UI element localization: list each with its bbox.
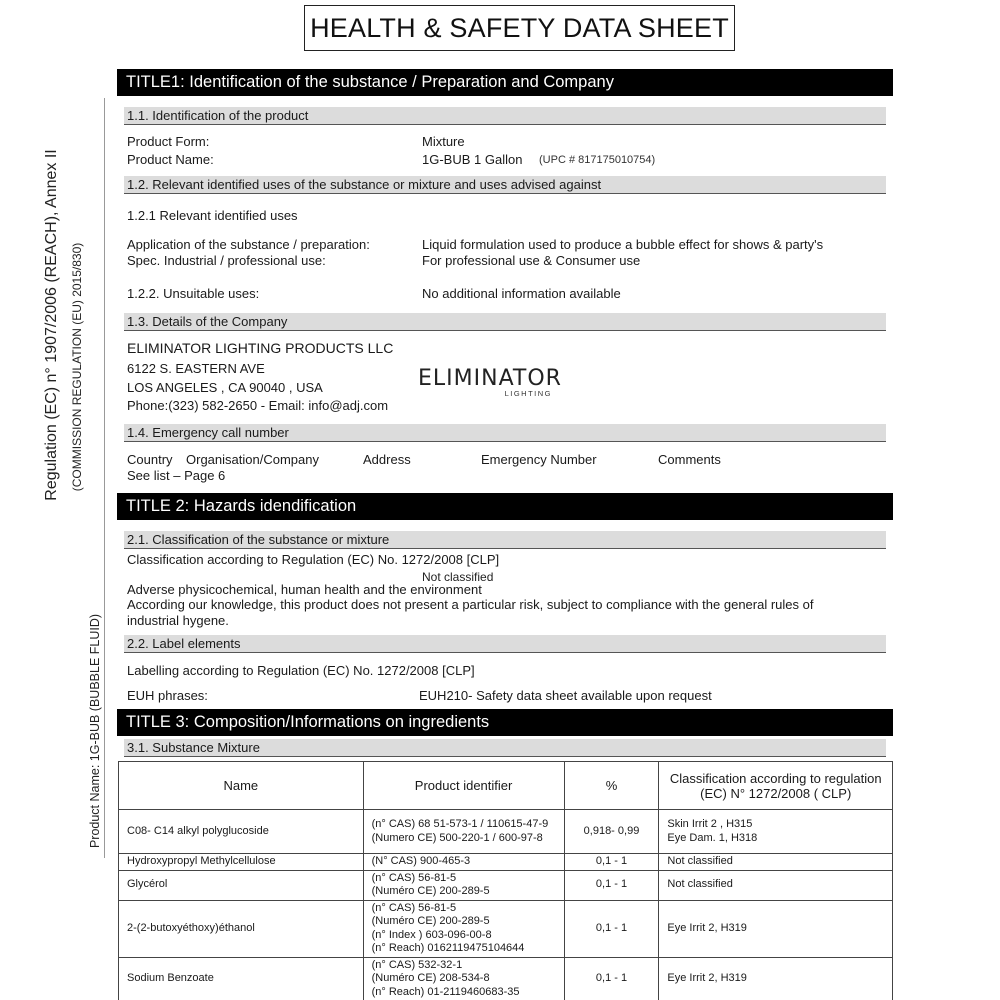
relevant-uses-subheading: 1.2.1 Relevant identified uses	[127, 208, 298, 223]
not-classified-note: Not classified	[422, 570, 494, 584]
eliminator-logo	[418, 366, 562, 398]
product-form-value: Mixture	[422, 134, 465, 149]
section-1-3-heading: 1.3. Details of the Company	[124, 313, 886, 331]
identifier-line: (n° CAS) 56-81-5	[371, 871, 457, 884]
section-2-1-heading: 2.1. Classification of the substance or mixture	[124, 531, 886, 549]
identifier-line: (Numero CE) 500-220-1 / 600-97-8	[371, 831, 543, 844]
sidebar-regulation: Regulation (EC) n° 1907/2006 (REACH), Annex II	[43, 149, 60, 501]
table-row	[119, 854, 893, 871]
col-percent-header: %	[564, 762, 659, 810]
ingredient-classification	[659, 957, 893, 1000]
col-name-header: Name	[119, 762, 364, 810]
unsuitable-uses-value: No additional information available	[422, 286, 621, 301]
emergency-see-list: See list – Page 6	[127, 468, 226, 483]
sidebar-product-name: Product Name: 1G-BUB (BUBBLE FLUID)	[88, 613, 102, 849]
company-name: ELIMINATOR LIGHTING PRODUCTS LLC	[127, 340, 394, 356]
table-row	[119, 810, 893, 854]
ingredient-identifiers	[363, 870, 564, 900]
identifier-line: (n° CAS) 532-32-1	[371, 958, 463, 971]
identifier-line: (N° CAS) 900-465-3	[371, 855, 471, 867]
identifier-line: (n° Index ) 603-096-00-8	[371, 928, 492, 941]
identifier-line: (Numéro CE) 200-289-5	[371, 915, 490, 927]
clp-classification: Classification according to Regulation (EC) No. 1272/2008 [CLP]	[127, 552, 500, 567]
identifier-line: (Numéro CE) 200-289-5	[371, 885, 490, 897]
ingredient-identifiers	[363, 957, 564, 1000]
adverse-effects: Adverse physicochemical, human health and the environment	[127, 582, 482, 597]
emergency-col-organisation: Organisation/Company	[186, 452, 319, 467]
application-value: Liquid formulation used to produce a bubble effect for shows & party's	[422, 237, 824, 252]
section-3-1-heading: 3.1. Substance Mixture	[124, 739, 886, 757]
classification-line: Eye Irrit 2, H319	[667, 921, 747, 934]
title2-heading: TITLE 2: Hazards idendification	[117, 493, 893, 520]
spec-use-label: Spec. Industrial / professional use:	[127, 253, 326, 268]
euh-phrases-label: EUH phrases:	[127, 688, 208, 703]
ingredient-percent: 0,1 - 1	[564, 870, 659, 900]
ingredient-name: Glycérol	[119, 870, 364, 900]
ingredient-percent: 0,1 - 1	[564, 900, 659, 957]
section-1-4-heading: 1.4. Emergency call number	[124, 424, 886, 442]
product-form-label: Product Form:	[127, 134, 210, 149]
knowledge-statement-line2: industrial hygene.	[127, 613, 229, 628]
labelling-regulation: Labelling according to Regulation (EC) No. 1272/2008 [CLP]	[127, 663, 475, 678]
ingredient-classification	[659, 854, 893, 871]
classification-line: Eye Irrit 2, H319	[667, 972, 747, 984]
emergency-col-country: Country	[127, 452, 173, 467]
company-address-line2: LOS ANGELES , CA 90040 , USA	[127, 380, 323, 395]
ingredient-percent: 0,1 - 1	[564, 957, 659, 1000]
unsuitable-uses-label: 1.2.2. Unsuitable uses:	[127, 286, 260, 301]
company-contact: Phone:(323) 582-2650 - Email: info@adj.com	[127, 398, 389, 413]
product-name-label: Product Name:	[127, 152, 214, 167]
col-identifier-header: Product identifier	[363, 762, 564, 810]
ingredient-identifiers	[363, 854, 564, 871]
product-name-value: 1G-BUB 1 Gallon	[422, 152, 523, 167]
ingredient-name: Sodium Benzoate	[119, 957, 364, 1000]
emergency-col-number: Emergency Number	[481, 452, 597, 467]
product-upc: (UPC # 817175010754)	[539, 154, 656, 166]
section-2-2-heading: 2.2. Label elements	[124, 635, 886, 653]
table-row	[119, 870, 893, 900]
title3-heading: TITLE 3: Composition/Informations on ingredients	[117, 709, 893, 736]
table-header-row	[119, 762, 893, 810]
ingredient-percent: 0,918- 0,99	[564, 810, 659, 854]
emergency-col-comments: Comments	[658, 452, 721, 467]
table-row	[119, 900, 893, 957]
ingredient-classification	[659, 900, 893, 957]
identifier-line: (n° Reach) 0162119475104644	[371, 942, 525, 954]
identifier-line: (n° CAS) 68 51-573-1 / 110615-47-9	[371, 818, 549, 830]
sidebar-divider	[104, 98, 105, 858]
composition-table	[118, 761, 893, 1000]
sidebar-commission-regulation: (COMMISSION REGULATION (EU) 2015/830)	[70, 242, 84, 492]
document-title: HEALTH & SAFETY DATA SHEET	[304, 5, 735, 51]
emergency-col-address: Address	[363, 452, 411, 467]
section-1-1-heading: 1.1. Identification of the product	[124, 107, 886, 125]
ingredient-identifiers	[363, 900, 564, 957]
logo-subtext: LIGHTING	[504, 389, 552, 398]
title1-heading: TITLE1: Identification of the substance / Preparation and Company	[117, 69, 893, 96]
ingredient-name: Hydroxypropyl Methylcellulose	[119, 854, 364, 871]
identifier-line: (n° Reach) 01-2119460683-35	[371, 985, 520, 998]
ingredient-percent: 0,1 - 1	[564, 854, 659, 871]
section-1-2-heading: 1.2. Relevant identified uses of the substance or mixture and uses advised against	[124, 176, 886, 194]
logo-wordmark: ELIMINATOR	[418, 366, 562, 391]
knowledge-statement-line1: According our knowledge, this product does not present a particular risk, subject to compliance with the general rules of	[127, 597, 814, 612]
col-classification-header	[659, 762, 893, 810]
euh-phrases-value: EUH210- Safety data sheet available upon request	[419, 688, 712, 703]
identifier-line: (Numéro CE) 208-534-8	[371, 972, 490, 984]
application-label: Application of the substance / preparation:	[127, 237, 370, 252]
company-address-line1: 6122 S. EASTERN AVE	[127, 361, 265, 376]
classification-line: Not classified	[667, 878, 733, 891]
ingredient-identifiers	[363, 810, 564, 854]
classification-header-line1: Classification according to regulation	[669, 770, 882, 786]
ingredient-name: C08- C14 alkyl polyglucoside	[119, 810, 364, 854]
ingredient-classification	[659, 810, 893, 854]
table-row	[119, 957, 893, 1000]
classification-line: Skin Irrit 2 , H315	[667, 818, 753, 830]
ingredient-classification	[659, 870, 893, 900]
classification-line: Eye Dam. 1, H318	[667, 831, 758, 844]
spec-use-value: For professional use & Consumer use	[422, 253, 641, 268]
classification-line: Not classified	[667, 855, 733, 867]
ingredient-name: 2-(2-butoxyéthoxy)éthanol	[119, 900, 364, 957]
classification-header-line2: (EC) N° 1272/2008 ( CLP)	[700, 785, 852, 801]
identifier-line: (n° CAS) 56-81-5	[371, 901, 457, 914]
